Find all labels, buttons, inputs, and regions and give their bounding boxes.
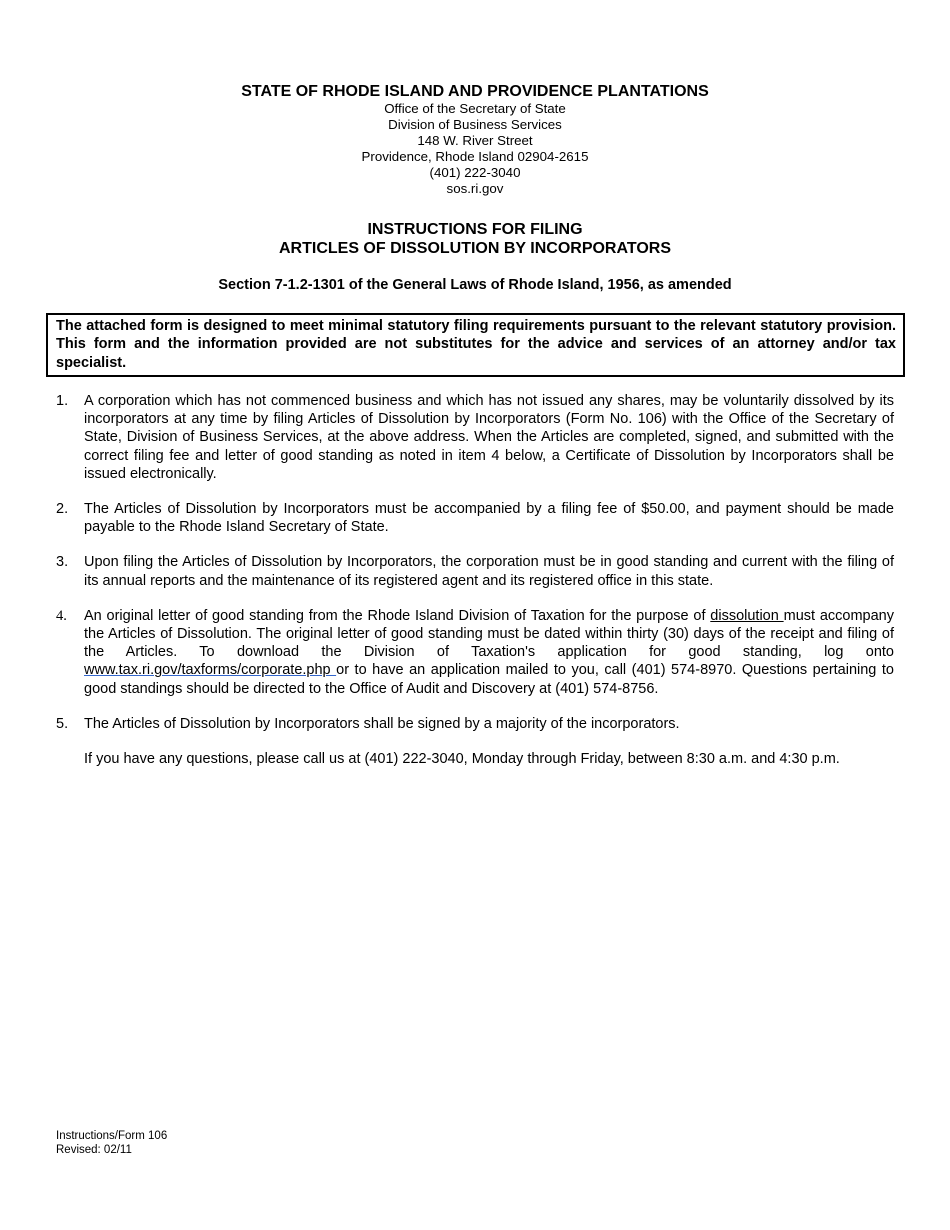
item-number: 3.: [56, 554, 69, 571]
item-number: 1.: [56, 393, 69, 409]
underlined-term: dissolution: [710, 607, 784, 624]
item-text: must accompany the Articles of Dissolution. The original letter of good standing must be dated within thirty (30) days of the receipt and filing of the Articles. To download the Division of Taxation's application for good standing, log onto: [84, 607, 894, 661]
division-name: Division of Business Services: [388, 117, 562, 132]
title-line-2: ARTICLES OF DISSOLUTION BY INCORPORATORS: [278, 240, 672, 257]
document-title: [0, 220, 950, 258]
item-text: A corporation which has not commenced business and which has not issued any shares, may be voluntarily dissolved by its incorporators at any time by filing Articles of Dissolution by Incorporators (Form No. 106) with the Office of the Secretary of State, Division of Business Services, at the above address. When the Articles are completed, signed, and submitted with the correct filing fee and letter of good standing as noted in item 4 below, a Certificate of Dissolution by Incorporators shall be issued electronically.: [84, 393, 894, 482]
revision-date: Revised: 02/11: [56, 1144, 132, 1156]
section-reference: Section 7-1.2-1301 of the General Laws of Rhode Island, 1956, as amended: [218, 277, 732, 293]
item-number: 4.: [56, 607, 67, 624]
item-text: The Articles of Dissolution by Incorporators must be accompanied by a filing fee of $50.00, and payment should be made payable to the Rhode Island Secretary of State.: [84, 501, 894, 536]
street-address: 148 W. River Street: [417, 133, 533, 148]
state-title: STATE OF RHODE ISLAND AND PROVIDENCE PLANTATIONS: [241, 83, 709, 100]
list-item: [56, 500, 894, 536]
item-text: An original letter of good standing from the Rhode Island Division of Taxation for the purpose of: [84, 607, 711, 624]
letterhead: [0, 82, 950, 197]
notice-box: The attached form is designed to meet minimal statutory filing requirements pursuant to the relevant statutory provision. This form and the information provided are not substitutes for the advice and services of an attorney and/or tax specialist.: [46, 313, 905, 377]
city-address: Providence, Rhode Island 02904-2615: [361, 149, 589, 164]
item-number: 5.: [56, 715, 69, 732]
item-number: 2.: [56, 501, 69, 518]
footer: [56, 1129, 167, 1157]
form-id: Instructions/Form 106: [56, 1130, 168, 1142]
title-line-1: INSTRUCTIONS FOR FILING: [367, 221, 583, 238]
closing-text: If you have any questions, please call us at (401) 222-3040, Monday through Friday, between 8:30 a.m. and 4:30 p.m.: [84, 751, 840, 768]
list-item: [56, 607, 894, 698]
list-item: [56, 715, 894, 733]
list-item: [56, 553, 894, 589]
closing-paragraph: [56, 750, 894, 768]
office-name: Office of the Secretary of State: [384, 101, 566, 116]
item-text: or to have an application mailed to you, call (401) 574-8970. Questions pertaining to good standings should be directed to the Office of Audit and Discovery at (401) 574-8756.: [84, 662, 894, 697]
website: sos.ri.gov: [446, 181, 504, 196]
list-item: [56, 392, 894, 483]
phone-number: (401) 222-3040: [429, 165, 521, 180]
tax-form-link[interactable]: www.tax.ri.gov/taxforms/corporate.php: [84, 662, 337, 679]
item-text: The Articles of Dissolution by Incorporators shall be signed by a majority of the incorporators.: [84, 715, 680, 732]
item-text: Upon filing the Articles of Dissolution by Incorporators, the corporation must be in good standing and current with the filing of its annual reports and the maintenance of its registered agent and its registered office in this state.: [84, 554, 894, 589]
instruction-list: [56, 392, 894, 785]
